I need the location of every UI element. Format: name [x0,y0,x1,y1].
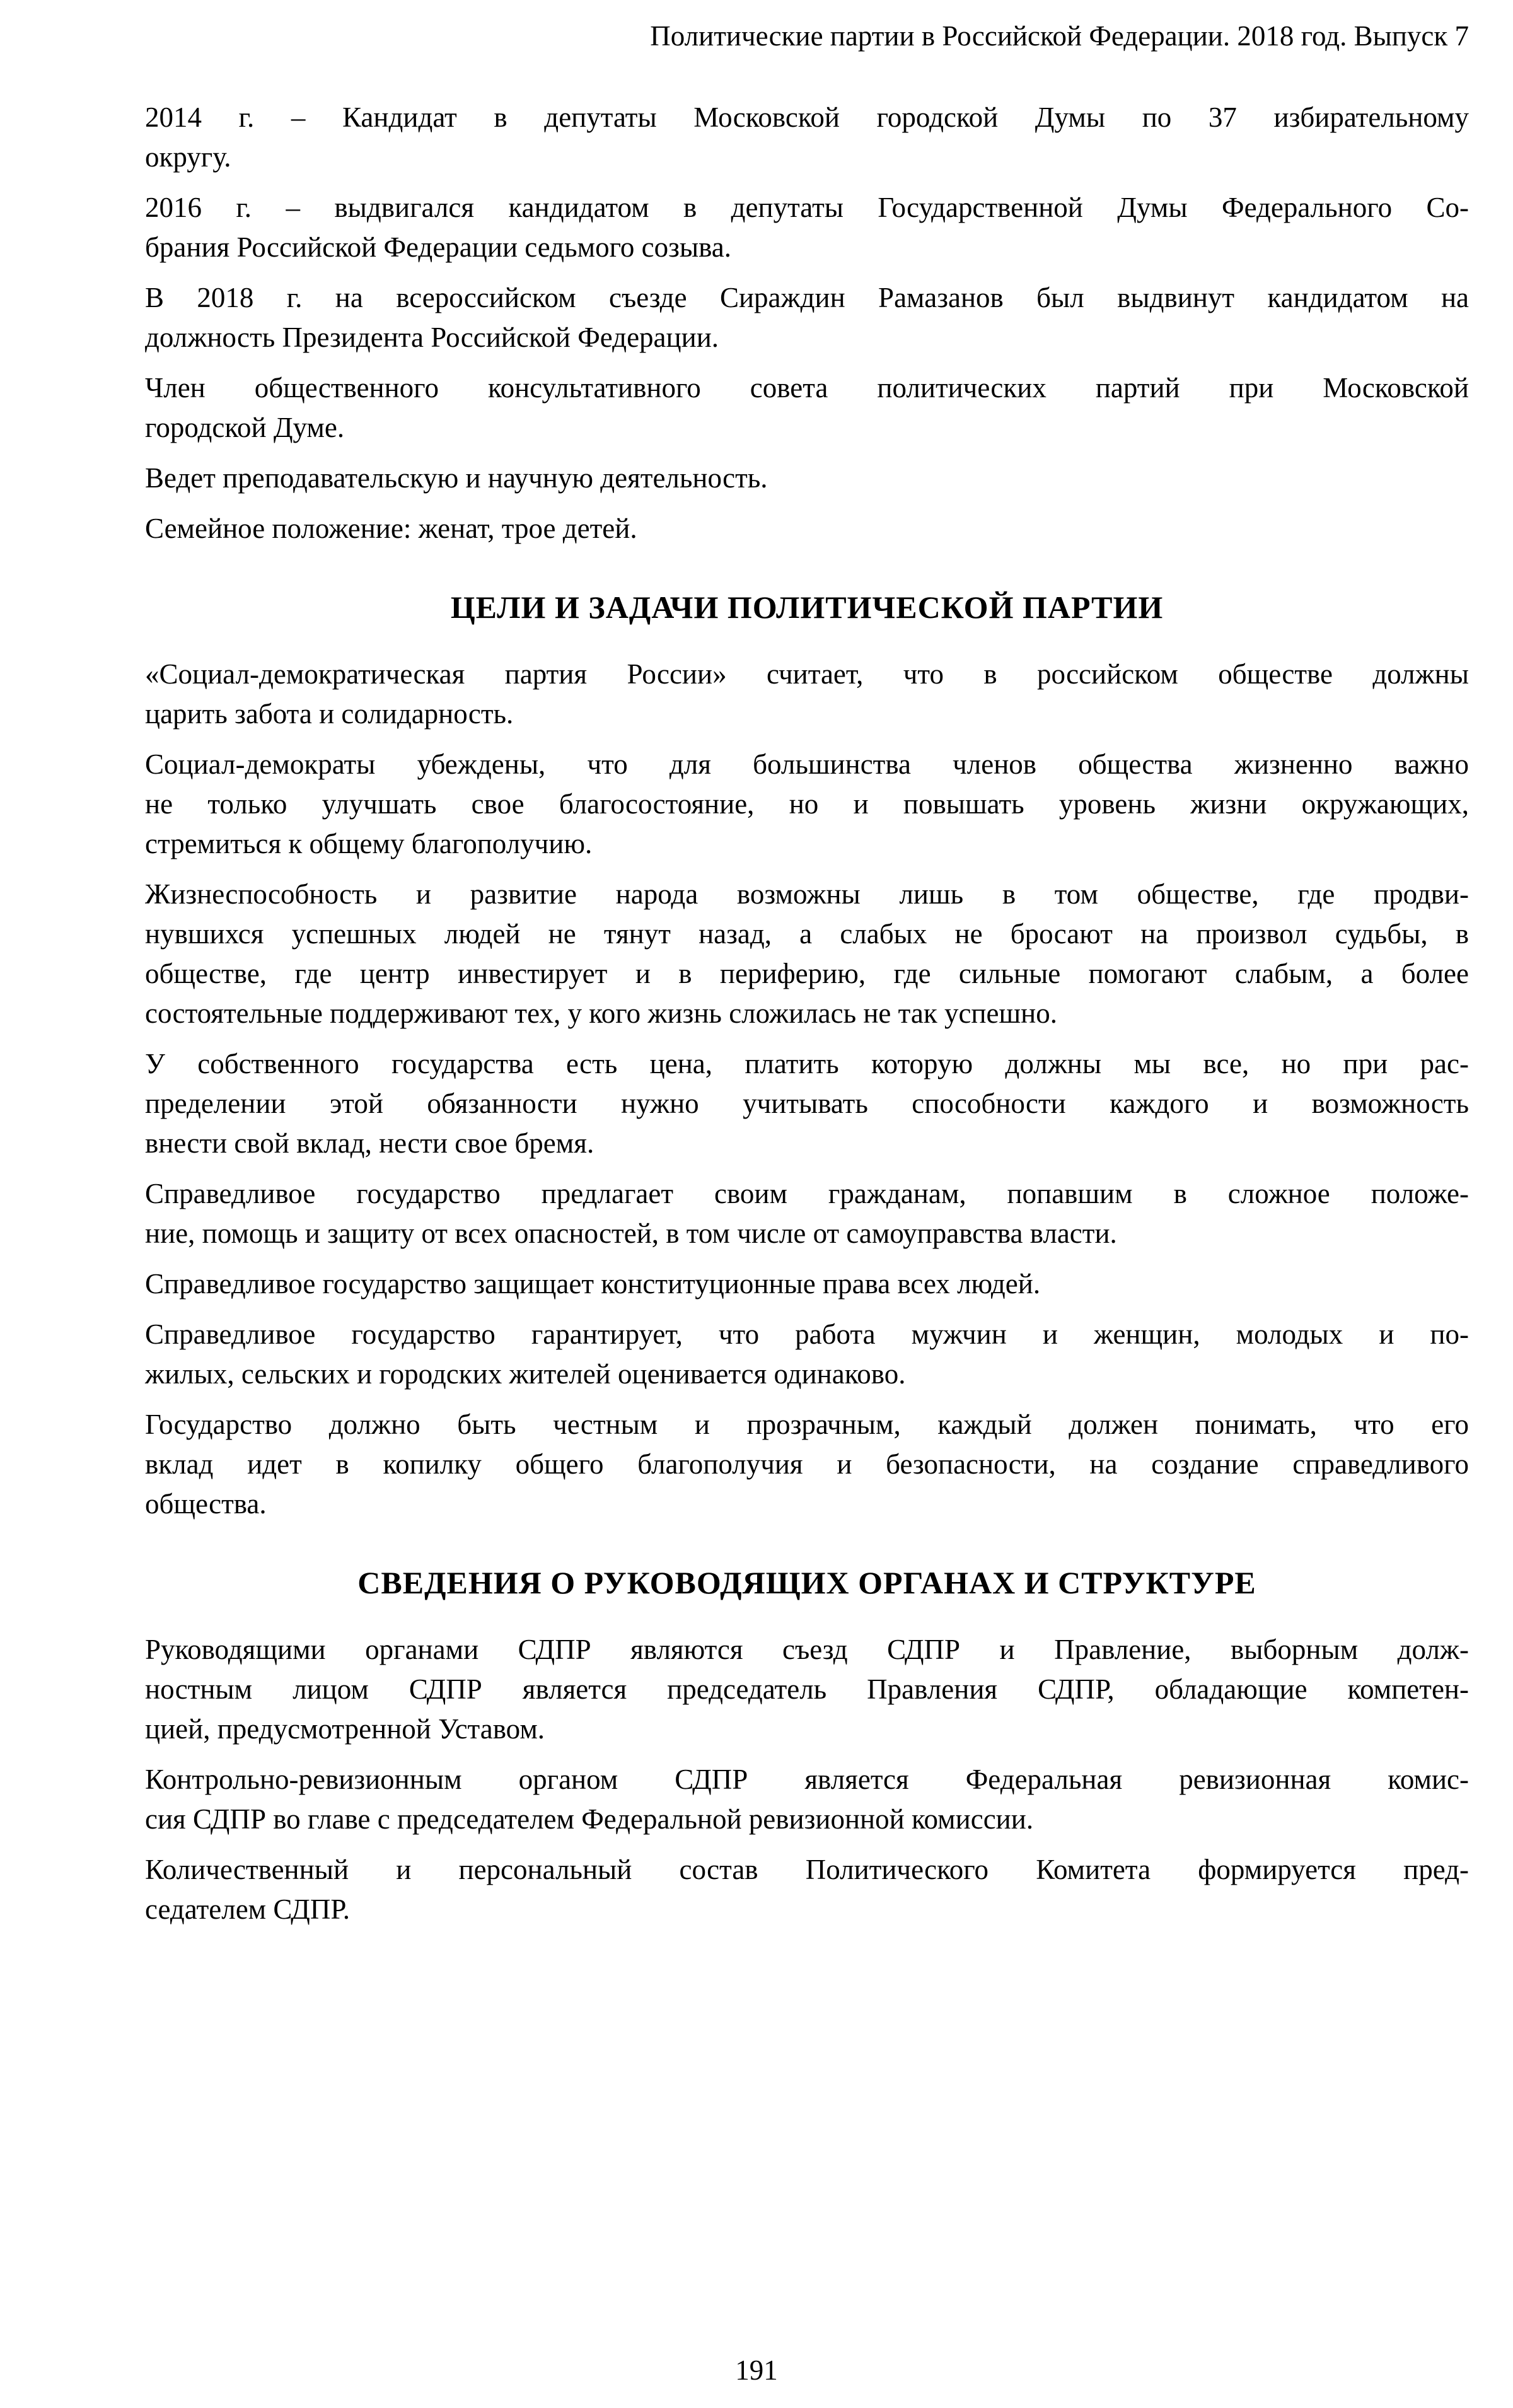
text-line: В 2018 г. на всероссийском съезде Сираждин Рамазанов был выдвинут кандидатом на [145,282,1469,313]
paragraph [145,1760,1469,1839]
paragraph [145,458,1469,498]
page-content [145,98,1469,1940]
paragraph [145,278,1469,358]
text-line: «Социал-демократическая партия России» считает, что в российском обществе должны [145,658,1469,690]
text-line: Руководящими органами СДПР являются съезд СДПР и Правление, выборным долж- [145,1634,1469,1665]
text-line: брания Российской Федерации седьмого созыва. [145,231,732,263]
text-line: жилых, сельских и городских жителей оценивается одинаково. [145,1358,906,1390]
text-line: седателем СДПР. [145,1893,351,1925]
text-line: цией, предусмотренной Уставом. [145,1713,545,1745]
paragraph [145,98,1469,177]
paragraph [145,1174,1469,1253]
text-line: Член общественного консультативного совета политических партий при Московской [145,372,1469,404]
paragraph [145,509,1469,549]
paragraph [145,368,1469,448]
text-line: Справедливое государство защищает конституционные права всех людей. [145,1268,1041,1300]
paragraph [145,188,1469,267]
text-line: Социал-демократы убеждены, что для большинства членов общества жизненно важно [145,748,1469,780]
paragraph [145,1405,1469,1524]
text-line: стремиться к общему благополучию. [145,828,593,859]
paragraph [145,875,1469,1033]
text-line: пределении этой обязанности нужно учитывать способности каждого и возможность [145,1088,1469,1119]
page-number: 191 [735,2354,778,2386]
section-heading: ЦЕЛИ И ЗАДАЧИ ПОЛИТИЧЕСКОЙ ПАРТИИ [450,590,1164,625]
text-line: вклад идет в копилку общего благополучия и безопасности, на создание справедливого [145,1448,1469,1480]
text-line: У собственного государства есть цена, платить которую должны мы все, но при рас- [145,1048,1469,1079]
text-line: общества. [145,1488,267,1520]
text-line: 2016 г. – выдвигался кандидатом в депутаты Государственной Думы Федерального Со- [145,192,1469,223]
text-line: Контрольно-ревизионным органом СДПР является Федеральная ревизионная комис- [145,1764,1469,1795]
text-line: должность Президента Российской Федерации. [145,322,719,353]
paragraph [145,1315,1469,1394]
text-line: Справедливое государство гарантирует, что работа мужчин и женщин, молодых и по- [145,1318,1469,1350]
text-line: обществе, где центр инвестирует и в периферию, где сильные помогают слабым, а более [145,958,1469,989]
text-line: нувшихся успешных людей не тянут назад, а слабых не бросают на произвол судьбы, в [145,918,1469,950]
text-line: городской Думе. [145,412,345,443]
text-line: сия СДПР во главе с председателем Федеральной ревизионной комиссии. [145,1803,1034,1835]
text-line: Жизнеспособность и развитие народа возможны лишь в том обществе, где продви- [145,878,1469,910]
text-line: состоятельные поддерживают тех, у кого жизнь сложилась не так успешно. [145,998,1057,1029]
text-line: ние, помощь и защиту от всех опасностей, в том числе от самоуправства власти. [145,1218,1117,1249]
text-line: ностным лицом СДПР является председатель Правления СДПР, обладающие компетен- [145,1673,1469,1705]
paragraph [145,1044,1469,1163]
text-line: Государство должно быть честным и прозрачным, каждый должен понимать, что его [145,1409,1469,1440]
text-line: округу. [145,141,231,173]
paragraph [145,1264,1469,1304]
running-header: Политические партии в Российской Федерации. 2018 год. Выпуск 7 [650,20,1469,52]
text-line: не только улучшать свое благосостояние, но и повышать уровень жизни окружающих, [145,788,1469,820]
paragraph [145,1850,1469,1929]
paragraph [145,1630,1469,1749]
text-line: 2014 г. – Кандидат в депутаты Московской городской Думы по 37 избирательному [145,102,1469,133]
text-line: внести свой вклад, нести свое бремя. [145,1127,594,1159]
section-heading: СВЕДЕНИЯ О РУКОВОДЯЩИХ ОРГАНАХ И СТРУКТУРЕ [357,1565,1256,1600]
text-line: Ведет преподавательскую и научную деятельность. [145,462,768,494]
text-line: Справедливое государство предлагает своим гражданам, попавшим в сложное положе- [145,1178,1469,1209]
paragraph [145,654,1469,734]
text-line: Семейное положение: женат, трое детей. [145,513,637,544]
paragraph [145,745,1469,864]
text-line: царить забота и солидарность. [145,698,514,730]
text-line: Количественный и персональный состав Политического Комитета формируется пред- [145,1854,1469,1885]
